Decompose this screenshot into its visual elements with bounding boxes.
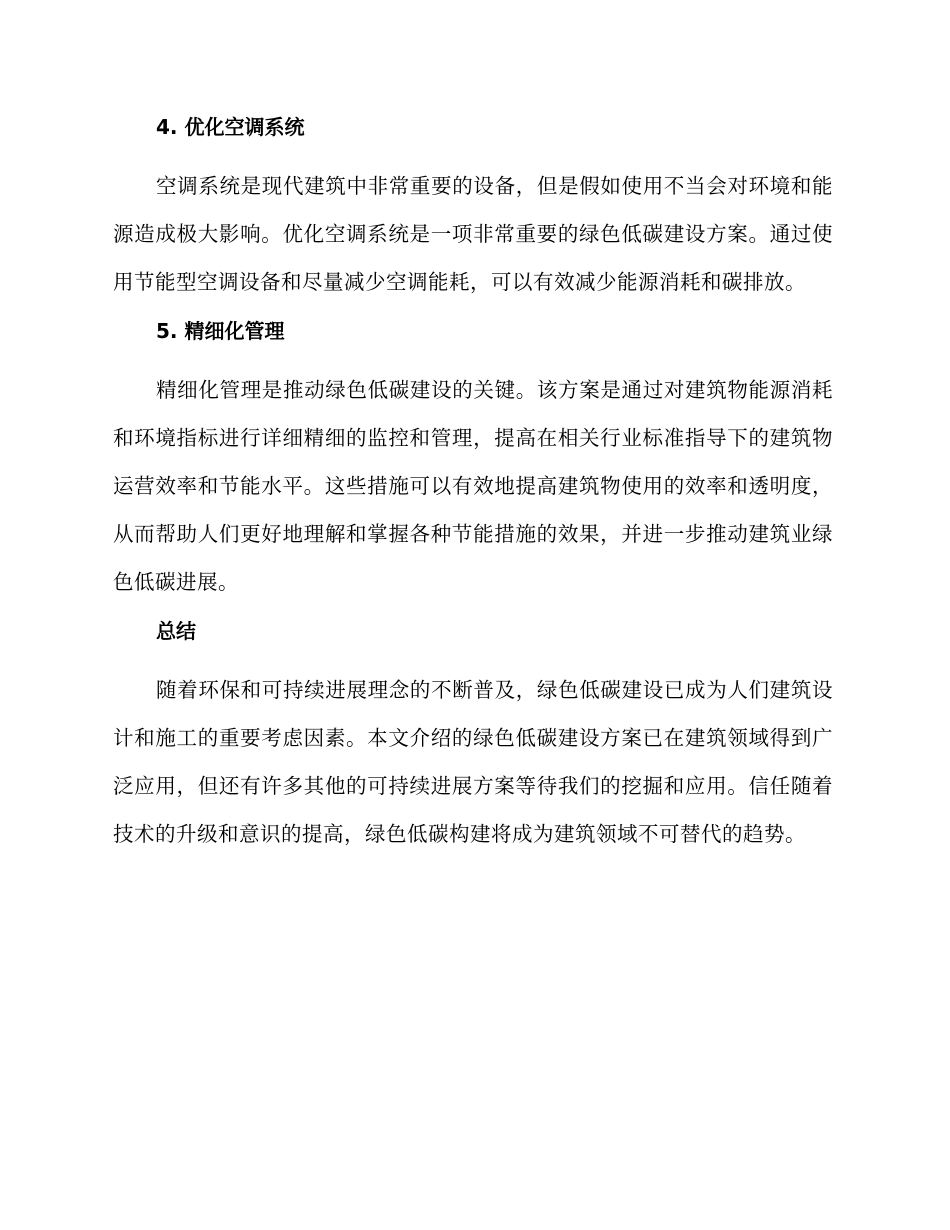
section-heading: 总结 xyxy=(156,619,196,643)
section-paragraph: 精细化管理是推动绿色低碳建设的关键。该方案是通过对建筑物能源消耗和环境指标进行详细精细的监控和管理，提高在相关行业标准指导下的建筑物运营效率和节能水平。这些措施可以有效地提高建筑物使用的效率和透明度，从而帮助人们更好地理解和掌握各种节能措施的效果，并进一步推动建筑业绿色低碳进展。 xyxy=(113,378,833,594)
section-paragraph: 随着环保和可持续进展理念的不断普及，绿色低碳建设已成为人们建筑设计和施工的重要考虑因素。本文介绍的绿色低碳建设方案已在建筑领域得到广泛应用，但还有许多其他的可持续进展方案等待我们的挖掘和应用。信任随着技术的升级和意识的提高，绿色低碳构建将成为建筑领域不可替代的趋势。 xyxy=(113,678,833,846)
document-page xyxy=(113,112,833,868)
section-summary xyxy=(113,616,833,858)
section-heading: 4. 优化空调系统 xyxy=(156,115,305,139)
section-fine-management xyxy=(113,316,833,606)
section-air-conditioning xyxy=(113,112,833,306)
section-heading: 5. 精细化管理 xyxy=(156,319,285,343)
section-paragraph: 空调系统是现代建筑中非常重要的设备，但是假如使用不当会对环境和能源造成极大影响。优化空调系统是一项非常重要的绿色低碳建设方案。通过使用节能型空调设备和尽量减少空调能耗，可以有效减少能源消耗和碳排放。 xyxy=(113,174,833,294)
